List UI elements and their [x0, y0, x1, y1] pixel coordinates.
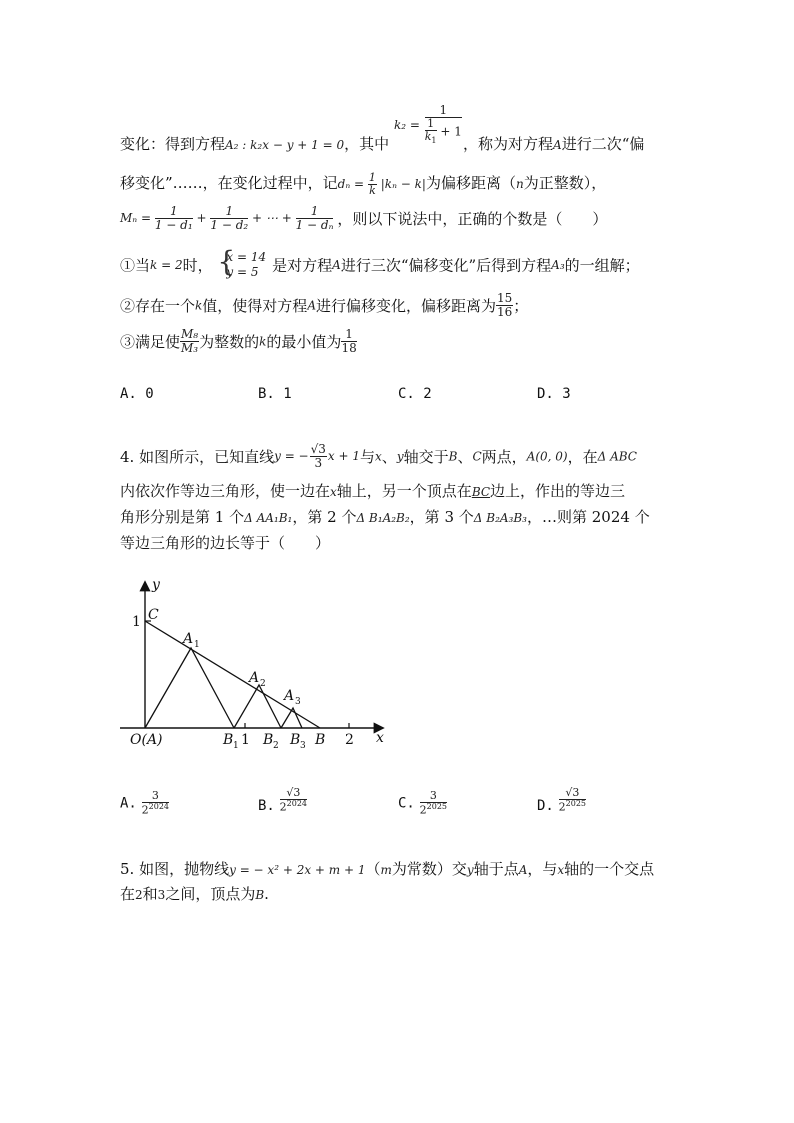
q4-option-b[interactable]: [258, 787, 307, 814]
s2-A: A: [307, 298, 316, 313]
s1-text-a: ①当: [120, 256, 151, 275]
q3-line2-text-b: 为偏移距离（: [425, 174, 516, 193]
q3-option-a[interactable]: A. 0: [120, 386, 154, 402]
line-BC: [145, 621, 320, 728]
triangle-B1A2B2: [234, 685, 281, 728]
q4-line-3: [120, 506, 650, 527]
triangle-3: Δ B₂A₃B₃: [473, 511, 527, 525]
statement-3: [120, 328, 357, 355]
q3-line3-text: ，则以下说法中，正确的个数是（ ）: [337, 210, 608, 229]
q4-l2-BC: BC: [471, 485, 491, 499]
q3-line-1: [120, 133, 389, 154]
equation-A-ref: A: [553, 138, 562, 152]
q4-figure: [120, 575, 400, 755]
s2-text-b: 值，使得对方程: [202, 297, 308, 316]
q5-l1-text-d: 轴于点: [473, 860, 519, 878]
q5-l2-text-b: 和: [142, 885, 158, 903]
label-x: x: [376, 730, 384, 746]
q4-option-b-fraction: $\frac{√3}{2^{2024}}$: [279, 786, 307, 814]
k2-definition: [394, 104, 462, 146]
q5-l2-text-d: .: [264, 885, 269, 903]
s2-text-d: ；: [513, 297, 529, 316]
q3-line2-text-c: 为正整数），: [523, 174, 607, 193]
q4-option-a[interactable]: [120, 790, 169, 817]
triangle-B2A3B3: [281, 708, 302, 728]
q5-y: y: [466, 863, 474, 877]
label-B3: B: [290, 732, 301, 748]
q3-line2-text-a: 移变化”……，在变化过程中，记: [120, 174, 338, 193]
q4-l3-text-d: ，…则第 2024 个: [526, 508, 650, 526]
n-symbol: n: [515, 177, 524, 192]
triangle-ABC: Δ ABC: [597, 449, 637, 464]
q4-option-c[interactable]: [398, 790, 447, 817]
label-B1: B: [223, 732, 234, 748]
label-A3: A: [284, 688, 295, 704]
q4-option-c-fraction: $\frac{3}{2^{2025}}$: [419, 789, 447, 817]
s2-fraction: $\frac{15}{16}$: [497, 291, 513, 320]
q4-sep: 、: [381, 448, 397, 467]
s3-value-fraction: $\frac{1}{18}$: [341, 327, 357, 356]
q5-l1-text-c: 为常数）交: [391, 860, 467, 878]
q4-option-d-label: D.: [537, 797, 554, 814]
q5-x: x: [557, 863, 565, 877]
q3-option-b[interactable]: B. 1: [258, 386, 292, 402]
q3-option-d[interactable]: D. 3: [537, 386, 571, 402]
s3-text-c: 的最小值为: [266, 333, 342, 352]
statement-2: [120, 292, 528, 319]
point-B-ref: B: [448, 449, 458, 464]
q4-option-b-label: B.: [258, 797, 275, 814]
q4-l2-text-b: 轴上，另一个顶点在: [336, 482, 472, 500]
label-one-y: 1: [132, 614, 141, 630]
q4-l2-text-c: 边上，作出的等边三: [490, 482, 626, 500]
q3-line-1-tail: [463, 133, 644, 154]
s1-text-b: 时，: [182, 256, 213, 275]
label-A1: A: [183, 631, 194, 647]
y-axis-ref: y: [396, 449, 404, 464]
s3-ratio-fraction: $\frac{\text{M₈}}{\text{M₃}}$: [181, 327, 199, 356]
q4-l2-text-a: 内依次作等边三角形，使一边在: [120, 482, 331, 500]
label-B3-sub: 3: [300, 741, 306, 751]
q3-line1-text-b: ，其中: [344, 135, 390, 153]
s1-text-d: 进行三次“偏移变化”后得到方程: [340, 256, 552, 275]
s2-text-a: ②存在一个: [120, 297, 196, 316]
label-two-x: 2: [345, 732, 354, 748]
q5-3: 3: [157, 888, 166, 902]
s1-A: A: [332, 258, 341, 272]
equation-A2: A₂ : k₂x − y + 1 = 0: [225, 138, 345, 152]
q3-line-2: [120, 172, 606, 197]
q4-sep2: 、: [457, 448, 473, 467]
q4-l1-text-d: 两点，: [481, 448, 527, 467]
s1-equation-system: { x = 14 y = 5: [217, 245, 267, 279]
s3-text-a: ③满足使: [120, 333, 181, 352]
k2-fraction-numerator: 1: [425, 104, 462, 118]
point-A-coords: A(0, 0): [526, 449, 568, 464]
q4-line-4: 等边三角形的边长等于（ ）: [120, 534, 331, 552]
s1-system-line1: x = 14: [226, 250, 267, 264]
triangle-AA1B1: [145, 648, 234, 728]
q4-l1-text-a: 4. 如图所示，已知直线: [120, 448, 275, 467]
q4-l1-text-e: ，在: [567, 448, 598, 467]
q5-l2-text-c: 之间，顶点为: [165, 885, 256, 903]
q5-m: m: [380, 863, 392, 877]
q3-line1-text-d: 进行二次“偏: [561, 135, 645, 153]
q4-line-2: [120, 480, 625, 501]
q5-line-1: [120, 858, 654, 879]
q5-B: B: [255, 888, 265, 902]
label-A2: A: [249, 670, 260, 686]
q4-l2-x: x: [330, 485, 337, 499]
q5-2: 2: [135, 888, 143, 902]
q5-l1-text-a: 5. 如图，抛物线: [120, 860, 230, 878]
q3-line-3: [120, 205, 607, 232]
k2-inner-numerator: 1: [425, 118, 437, 131]
label-one-x: 1: [241, 732, 250, 748]
q5-l1-text-b: （: [365, 860, 381, 878]
q4-l3-text-b: ，第 2 个: [292, 508, 357, 526]
triangle-2: Δ B₁A₂B₂: [356, 511, 410, 525]
s3-k: k: [259, 334, 267, 349]
point-C-ref: C: [472, 449, 482, 464]
q4-option-d[interactable]: [537, 787, 586, 814]
q5-A: A: [518, 863, 528, 877]
s1-k-value: k = 2: [150, 258, 183, 272]
Mn-definition: Mₙ = $\frac{1}{\text{1 − d₁}}$ + $\frac{1}{\text{1 − d₂}}$ + ⋯ + $\frac{1}{\text{1 − dₙ}}$: [120, 204, 334, 233]
k2-lhs: k₂ =: [394, 118, 420, 133]
q5-l2-text-a: 在: [120, 885, 136, 903]
s1-text-e: 的一组解；: [564, 256, 640, 275]
s3-text-b: 为整数的: [199, 333, 260, 352]
q4-l1-text-c: 轴交于: [403, 448, 449, 467]
line-equation: y = − $\frac{√3}{3}$ x + 1: [274, 442, 360, 471]
s2-k: k: [195, 298, 203, 313]
label-A3-sub: 3: [295, 697, 301, 707]
q5-l1-text-e: ，与: [527, 860, 558, 878]
q4-line-1: [120, 443, 637, 470]
label-B: B: [315, 732, 326, 748]
dn-definition: dₙ = $\frac{1}{k}$ |kₙ − k|: [337, 171, 426, 198]
x-axis-ref: x: [375, 449, 382, 464]
q4-option-a-fraction: $\frac{3}{2^{2024}}$: [141, 789, 169, 817]
q4-option-d-fraction: $\frac{√3}{2^{2025}}$: [558, 786, 586, 814]
s1-text-c: 是对方程: [272, 256, 333, 275]
k2-fraction-denominator: [425, 118, 462, 146]
q4-option-a-label: A.: [120, 795, 137, 812]
label-A1-sub: 1: [194, 640, 200, 650]
parabola-equation: y = − x² + 2x + m + 1: [229, 863, 366, 877]
label-B2-sub: 2: [273, 741, 279, 751]
k2-plus-one: + 1: [440, 124, 462, 139]
label-y: y: [152, 577, 160, 593]
q4-l3-text-c: ，第 3 个: [409, 508, 474, 526]
label-B2: B: [263, 732, 274, 748]
q5-line-2: [120, 883, 269, 904]
q4-option-c-label: C.: [398, 795, 415, 812]
k2-inner-denominator: $k_1$: [424, 130, 437, 146]
label-B1-sub: 1: [233, 741, 239, 751]
q3-line1-text-a: 变化：得到方程: [120, 135, 226, 153]
triangle-1: Δ AA₁B₁: [244, 511, 293, 525]
statement-1: [120, 245, 640, 280]
q4-l1-text-b: 与: [360, 448, 376, 467]
label-C: C: [148, 607, 159, 623]
k2-fraction: [425, 104, 462, 146]
q5-l1-text-f: 轴的一个交点: [564, 860, 655, 878]
s1-A3: A₃: [551, 258, 565, 272]
s1-system-line2: y = 5: [226, 265, 259, 279]
label-origin: O(A): [130, 732, 163, 748]
label-A2-sub: 2: [260, 679, 266, 689]
q4-l3-text-a: 角形分别是第 1 个: [120, 508, 245, 526]
q3-line1-text-c: ，称为对方程: [463, 135, 554, 153]
s2-text-c: 进行偏移变化，偏移距离为: [315, 297, 496, 316]
q3-option-c[interactable]: C. 2: [398, 386, 432, 402]
